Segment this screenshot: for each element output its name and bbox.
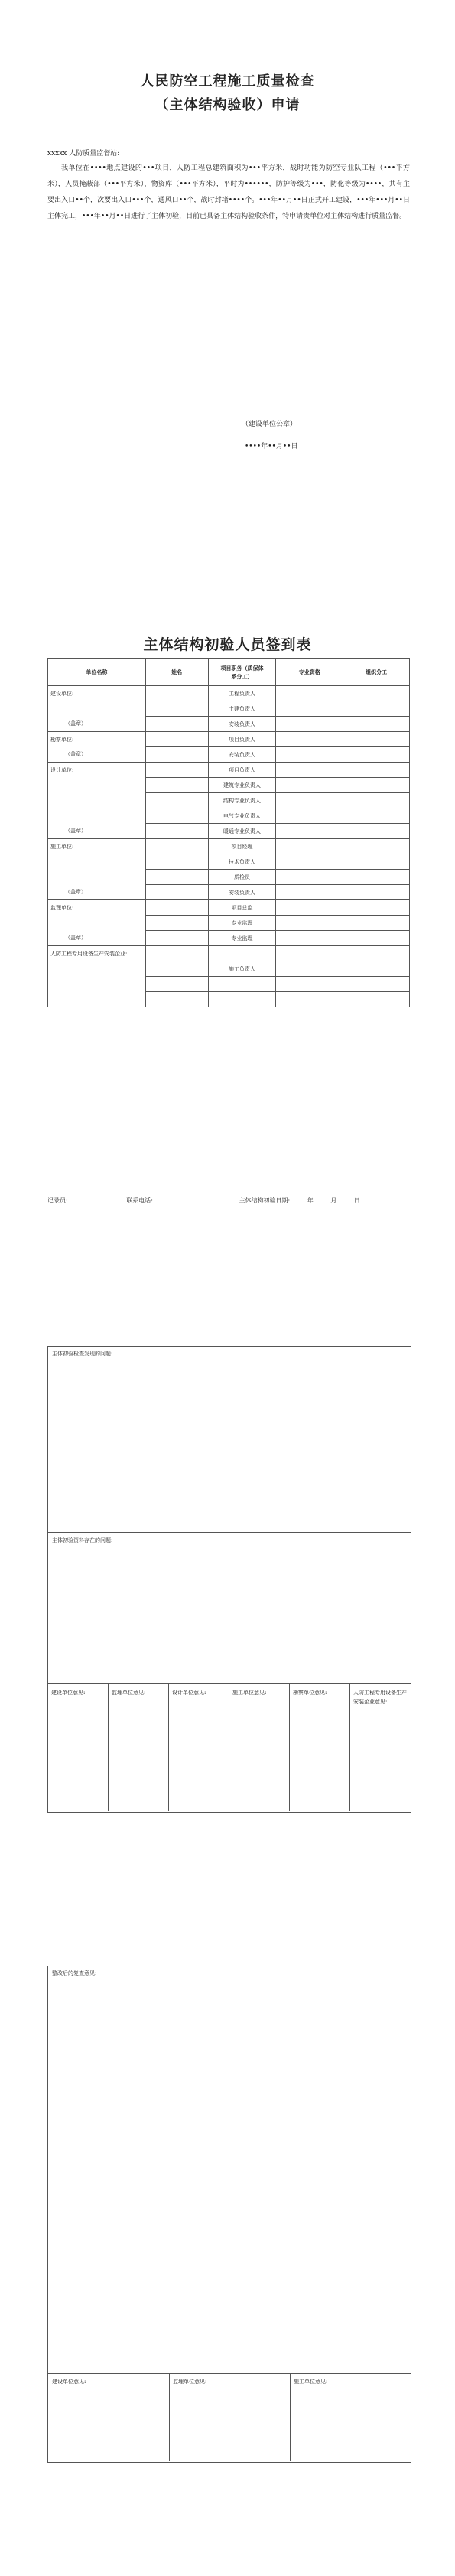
opinion-construction: 建设单位意见: (52, 2379, 86, 2385)
role-cell: 建筑专业负责人 (208, 778, 276, 793)
unit-seal: （盖章） (65, 935, 86, 941)
phone-label: 联系电话: (126, 1197, 153, 1204)
rectify-label: 整改后的复查意见: (52, 1970, 97, 1976)
division-cell[interactable] (343, 854, 410, 870)
header-name: 姓名 (145, 659, 208, 686)
name-cell[interactable] (145, 732, 208, 747)
doc-problems-label: 主体初验资料存在的问题: (52, 1537, 113, 1543)
divider (290, 2373, 291, 2461)
division-cell[interactable] (343, 946, 410, 961)
divider (108, 1683, 109, 1811)
header-division: 组织分工 (343, 659, 410, 686)
name-cell[interactable] (145, 839, 208, 854)
unit-seal: （盖章） (65, 720, 86, 727)
unit-name: 设计单位: (50, 767, 74, 773)
name-cell[interactable] (145, 778, 208, 793)
division-cell[interactable] (343, 977, 410, 992)
name-cell[interactable] (145, 686, 208, 701)
role-cell: 电气专业负责人 (208, 808, 276, 824)
qualification-cell[interactable] (276, 854, 343, 870)
role-cell: 安装负责人 (208, 747, 276, 763)
year-label: 年 (307, 1197, 314, 1204)
role-cell: 施工负责人 (208, 961, 276, 977)
role-cell: 暖通专业负责人 (208, 824, 276, 839)
role-cell: 专业监理 (208, 916, 276, 931)
name-cell[interactable] (145, 854, 208, 870)
name-cell[interactable] (145, 793, 208, 808)
opinion-survey: 勘察单位意见: (293, 1690, 327, 1696)
division-cell[interactable] (343, 870, 410, 885)
divider (48, 1532, 411, 1533)
role-cell: 结构专业负责人 (208, 793, 276, 808)
name-cell[interactable] (145, 747, 208, 763)
application-body: 我单位在••••地点建设的•••项目，人防工程总建筑面积为•••平方米，战时功能为防空专业队工程（•••平方米），人员掩蔽部（•••平方米），物资库（•••平方米），平时为••••••，防护等级为•••，防化等级为••••，共有主要出入口••个，次要出入口•••个，通风口••个，战时封堵••••个。•••年••月••日正式开工建设，•••年•••月••日主体完工，•••年••月••日进行了主体初验，目前已具备主体结构验收条件，特申请贵单位对主体结构进行质量监督。 (47, 164, 410, 220)
division-cell[interactable] (343, 686, 410, 701)
role-cell: 土建负责人 (208, 701, 276, 717)
unit-name: 人防工程专用设备生产安装企业: (50, 951, 128, 957)
role-cell (208, 946, 276, 961)
divider (168, 1683, 169, 1811)
unit-cell (48, 686, 146, 732)
qualification-cell[interactable] (276, 992, 343, 1007)
header-position: 项目职务（质保体系分工） (208, 659, 276, 686)
division-cell[interactable] (343, 732, 410, 747)
day-label: 日 (353, 1197, 360, 1204)
division-cell[interactable] (343, 793, 410, 808)
qualification-cell[interactable] (276, 747, 343, 763)
division-cell[interactable] (343, 885, 410, 900)
division-cell[interactable] (343, 717, 410, 732)
role-cell: 安装负责人 (208, 885, 276, 900)
unit-name: 建设单位: (50, 691, 74, 697)
sign-table-header (48, 659, 410, 686)
opinion-design: 设计单位意见: (172, 1690, 206, 1696)
role-cell: 安装负责人 (208, 717, 276, 732)
division-cell[interactable] (343, 778, 410, 793)
qualification-cell[interactable] (276, 839, 343, 854)
divider (289, 1683, 290, 1811)
qualification-cell[interactable] (276, 763, 343, 778)
month-label: 月 (330, 1197, 337, 1204)
unit-cell (48, 732, 146, 763)
division-cell[interactable] (343, 931, 410, 946)
opinion-builder: 施工单位意见: (232, 1690, 267, 1696)
header-unit: 单位名称 (48, 659, 146, 686)
role-cell (208, 977, 276, 992)
sign-row (48, 946, 410, 961)
opinion-equipment: 人防工程专用设备生产安装企业意见: (353, 1690, 407, 1705)
sign-row (48, 763, 410, 778)
name-cell[interactable] (145, 946, 208, 961)
division-cell[interactable] (343, 900, 410, 916)
name-cell[interactable] (145, 701, 208, 717)
divider (169, 2373, 170, 2461)
role-cell: 项目负责人 (208, 763, 276, 778)
sign-table-title: 主体结构初验人员签到表 (143, 636, 312, 653)
unit-cell (48, 839, 146, 900)
role-cell: 项目负责人 (208, 732, 276, 747)
unit-name: 施工单位: (50, 844, 74, 850)
qualification-cell[interactable] (276, 977, 343, 992)
name-cell[interactable] (145, 977, 208, 992)
division-cell[interactable] (343, 961, 410, 977)
division-cell[interactable] (343, 824, 410, 839)
name-cell[interactable] (145, 916, 208, 931)
qualification-cell[interactable] (276, 793, 343, 808)
header-qualification: 专业资格 (276, 659, 343, 686)
name-cell[interactable] (145, 824, 208, 839)
qualification-cell[interactable] (276, 900, 343, 916)
divider (349, 1683, 350, 1811)
division-cell[interactable] (343, 916, 410, 931)
qualification-cell[interactable] (276, 946, 343, 961)
application-title-line1: 人民防空工程施工质量检查 (140, 73, 315, 89)
name-cell[interactable] (145, 992, 208, 1007)
problems-label: 主体初验检查发现的问题: (52, 1351, 113, 1357)
name-cell[interactable] (145, 870, 208, 885)
unit-seal: （盖章） (65, 828, 86, 834)
unit-name: 监理单位: (50, 905, 74, 911)
name-cell[interactable] (145, 961, 208, 977)
seal-label: （建设单位公章） (242, 421, 297, 428)
unit-cell (48, 763, 146, 839)
name-cell[interactable] (145, 931, 208, 946)
role-cell: 工程负责人 (208, 686, 276, 701)
application-date: ••••年••月••日 (245, 443, 298, 450)
unit-cell (48, 900, 146, 946)
unit-seal: （盖章） (65, 889, 86, 895)
division-cell[interactable] (343, 808, 410, 824)
sign-table-footer (47, 1196, 360, 1205)
division-cell[interactable] (343, 763, 410, 778)
addressee: xxxxx 人防质量监督站: (47, 150, 120, 158)
division-cell[interactable] (343, 701, 410, 717)
qualification-cell[interactable] (276, 778, 343, 793)
role-cell: 项目经理 (208, 839, 276, 854)
role-cell (208, 992, 276, 1007)
opinion-builder: 施工单位意见: (294, 2379, 328, 2385)
role-cell: 技术负责人 (208, 854, 276, 870)
qualification-cell[interactable] (276, 885, 343, 900)
qualification-cell[interactable] (276, 686, 343, 701)
unit-name: 勘察单位: (50, 737, 74, 743)
qualification-cell[interactable] (276, 870, 343, 885)
divider (48, 1683, 411, 1684)
name-cell[interactable] (145, 900, 208, 916)
qualification-cell[interactable] (276, 931, 343, 946)
opinion-supervision: 监理单位意见: (173, 2379, 207, 2385)
role-cell: 项目总监 (208, 900, 276, 916)
role-cell: 质检员 (208, 870, 276, 885)
unit-cell (48, 946, 146, 1007)
qualification-cell[interactable] (276, 916, 343, 931)
divider (48, 2373, 411, 2374)
qualification-cell[interactable] (276, 732, 343, 747)
qualification-cell[interactable] (276, 717, 343, 732)
opinion-construction: 建设单位意见: (51, 1690, 86, 1696)
name-cell[interactable] (145, 808, 208, 824)
opinion-sheet-1 (47, 1346, 411, 1813)
recorder-label: 记录员: (47, 1197, 68, 1204)
qualification-cell[interactable] (276, 824, 343, 839)
opinion-sheet-2 (47, 1966, 411, 2463)
sign-table (47, 658, 410, 1007)
name-cell[interactable] (145, 717, 208, 732)
unit-seal: （盖章） (65, 751, 86, 757)
qualification-cell[interactable] (276, 961, 343, 977)
sign-row (48, 732, 410, 747)
sign-row (48, 686, 410, 701)
application-title-line2: （主体结构验收）申请 (154, 97, 301, 113)
division-cell[interactable] (343, 747, 410, 763)
date-label: 主体结构初验日期: (239, 1197, 291, 1204)
name-cell[interactable] (145, 763, 208, 778)
name-cell[interactable] (145, 885, 208, 900)
qualification-cell[interactable] (276, 808, 343, 824)
division-cell[interactable] (343, 839, 410, 854)
opinion-supervision: 监理单位意见: (112, 1690, 146, 1696)
division-cell[interactable] (343, 992, 410, 1007)
role-cell: 专业监理 (208, 931, 276, 946)
sign-row (48, 839, 410, 854)
qualification-cell[interactable] (276, 701, 343, 717)
sign-row (48, 900, 410, 916)
